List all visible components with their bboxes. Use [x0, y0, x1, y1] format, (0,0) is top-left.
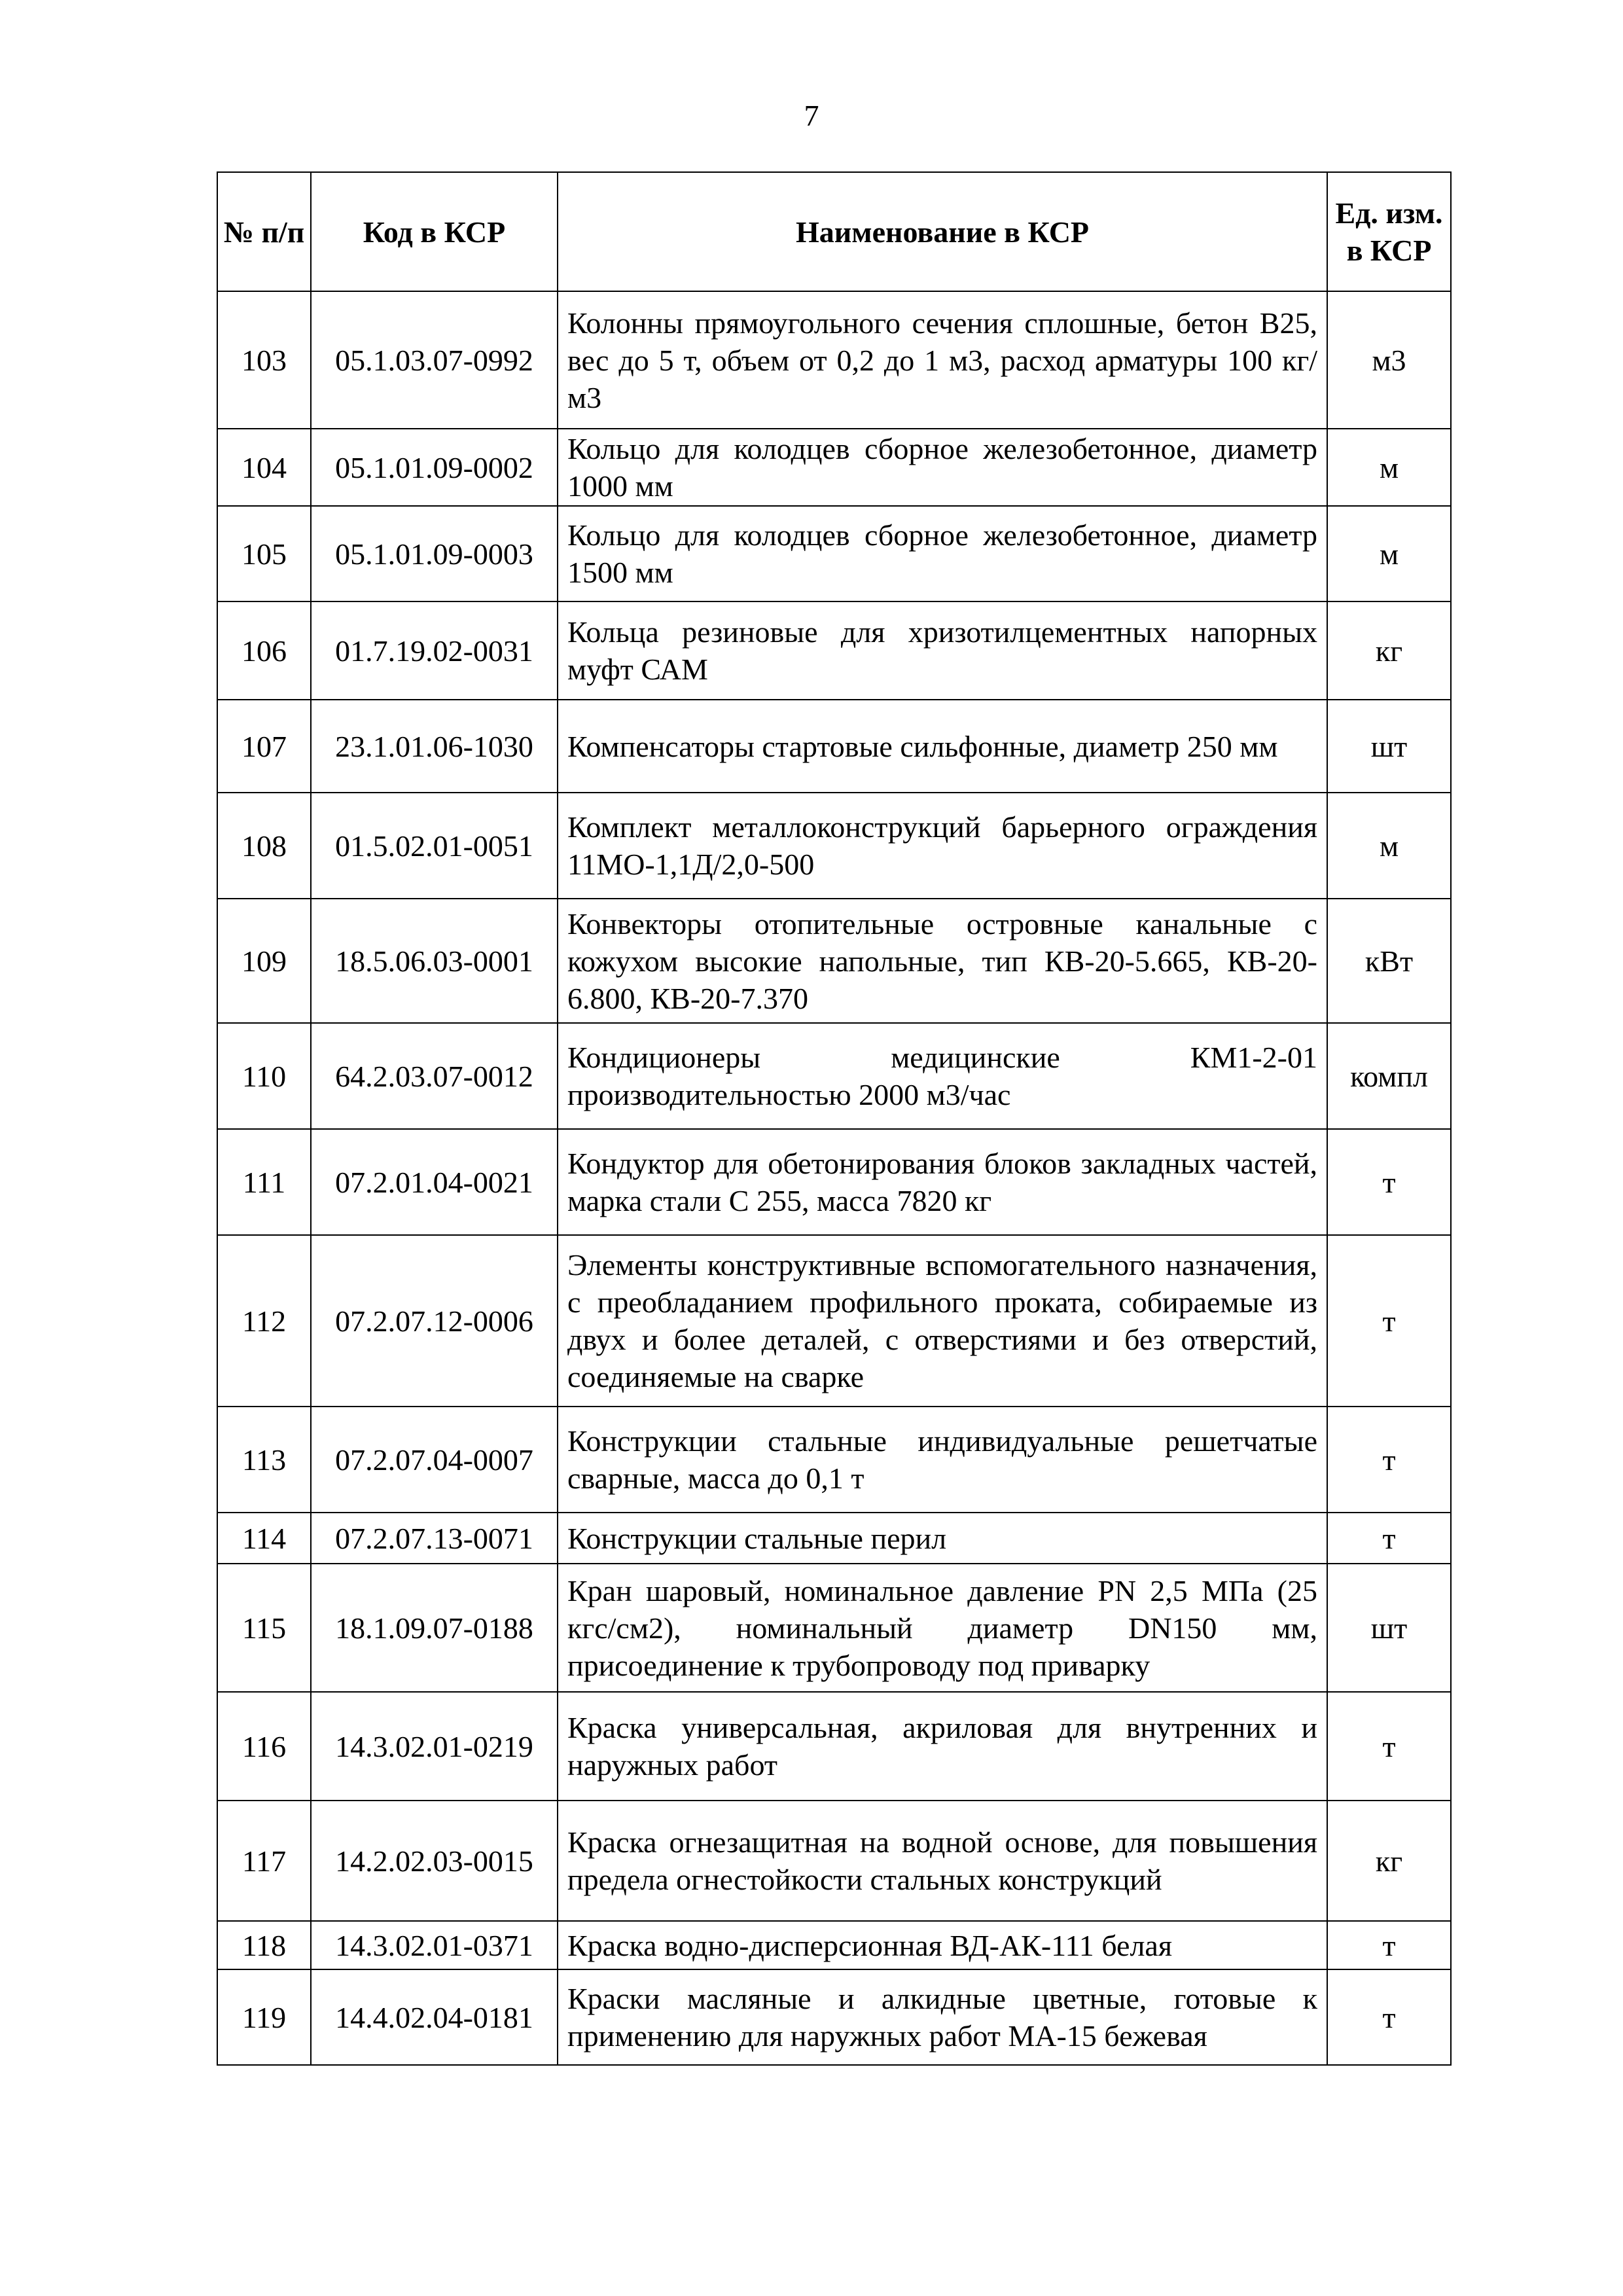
row-name: Кран шаровый, номинальное давление PN 2,5 МПа (25 кгс/см2), номинальный диаметр DN150 мм, присоединение к трубопроводу под приварку [558, 1564, 1327, 1692]
row-unit: кг [1327, 1801, 1451, 1921]
table-row [217, 1921, 1451, 1969]
table-row [217, 1129, 1451, 1235]
table-row [217, 1801, 1451, 1921]
row-name: Элементы конструктивные вспомогательного назначения, с преобладанием профильного проката, собираемые из двух и более деталей, с отверстиями и без отверстий, соединяемые на сварке [558, 1235, 1327, 1407]
row-code: 14.4.02.04-0181 [311, 1969, 558, 2065]
row-num: 107 [217, 700, 311, 793]
row-unit: кВт [1327, 899, 1451, 1023]
row-code: 23.1.01.06-1030 [311, 700, 558, 793]
table-row [217, 793, 1451, 899]
row-num: 108 [217, 793, 311, 899]
row-num: 114 [217, 1513, 311, 1564]
row-name: Краска огнезащитная на водной основе, для повышения предела огнестойкости стальных конструкций [558, 1801, 1327, 1921]
row-name: Кольца резиновые для хризотилцементных напорных муфт САМ [558, 601, 1327, 700]
table-row [217, 601, 1451, 700]
table-row [217, 506, 1451, 601]
table-row [217, 1969, 1451, 2065]
page-number: 7 [804, 99, 819, 132]
row-unit: м [1327, 793, 1451, 899]
table-row [217, 1564, 1451, 1692]
row-code: 07.2.07.04-0007 [311, 1407, 558, 1513]
row-num: 109 [217, 899, 311, 1023]
table-body [217, 291, 1451, 2065]
row-unit: м [1327, 429, 1451, 506]
table-row [217, 1235, 1451, 1407]
row-code: 07.2.01.04-0021 [311, 1129, 558, 1235]
row-name: Кольцо для колодцев сборное железобетонное, диаметр 1500 мм [558, 506, 1327, 601]
row-num: 119 [217, 1969, 311, 2065]
table-row [217, 429, 1451, 506]
row-num: 103 [217, 291, 311, 429]
row-code: 01.7.19.02-0031 [311, 601, 558, 700]
table-row [217, 700, 1451, 793]
row-name: Компенсаторы стартовые сильфонные, диаметр 250 мм [558, 700, 1327, 793]
row-unit: т [1327, 1513, 1451, 1564]
row-unit: т [1327, 1407, 1451, 1513]
row-code: 18.1.09.07-0188 [311, 1564, 558, 1692]
row-code: 14.3.02.01-0219 [311, 1692, 558, 1801]
row-num: 113 [217, 1407, 311, 1513]
row-name: Кольцо для колодцев сборное железобетонное, диаметр 1000 мм [558, 429, 1327, 506]
table-row [217, 1513, 1451, 1564]
row-name: Колонны прямоугольного сечения сплошные, бетон В25, вес до 5 т, объем от 0,2 до 1 м3, расход арматуры 100 кг/м3 [558, 291, 1327, 429]
table-row [217, 1692, 1451, 1801]
header-num: № п/п [217, 172, 311, 291]
row-unit: т [1327, 1235, 1451, 1407]
row-name: Комплект металлоконструкций барьерного ограждения 11МО-1,1Д/2,0-500 [558, 793, 1327, 899]
row-num: 106 [217, 601, 311, 700]
row-name: Краска водно-дисперсионная ВД-АК-111 белая [558, 1921, 1327, 1969]
row-name: Краска универсальная, акриловая для внутренних и наружных работ [558, 1692, 1327, 1801]
ksr-table [217, 171, 1452, 2066]
table-row [217, 899, 1451, 1023]
row-code: 07.2.07.12-0006 [311, 1235, 558, 1407]
row-unit: кг [1327, 601, 1451, 700]
row-unit: т [1327, 1692, 1451, 1801]
row-code: 07.2.07.13-0071 [311, 1513, 558, 1564]
row-unit: м [1327, 506, 1451, 601]
row-num: 118 [217, 1921, 311, 1969]
row-code: 05.1.01.09-0002 [311, 429, 558, 506]
row-name: Кондиционеры медицинские КМ1-2-01 производительностью 2000 м3/час [558, 1023, 1327, 1129]
row-num: 115 [217, 1564, 311, 1692]
row-name: Конструкции стальные индивидуальные решетчатые сварные, масса до 0,1 т [558, 1407, 1327, 1513]
table-row [217, 1407, 1451, 1513]
row-name: Кондуктор для обетонирования блоков закладных частей, марка стали С 255, масса 7820 кг [558, 1129, 1327, 1235]
table-header-row [217, 172, 1451, 291]
row-code: 14.3.02.01-0371 [311, 1921, 558, 1969]
row-name: Конвекторы отопительные островные канальные с кожухом высокие напольные, тип КВ-20-5.665, КВ-20-6.800, КВ-20-7.370 [558, 899, 1327, 1023]
header-name: Наименование в КСР [558, 172, 1327, 291]
row-code: 64.2.03.07-0012 [311, 1023, 558, 1129]
row-code: 05.1.01.09-0003 [311, 506, 558, 601]
row-name: Краски масляные и алкидные цветные, готовые к применению для наружных работ МА-15 бежевая [558, 1969, 1327, 2065]
row-code: 18.5.06.03-0001 [311, 899, 558, 1023]
row-unit: т [1327, 1921, 1451, 1969]
table-row [217, 291, 1451, 429]
row-unit: т [1327, 1129, 1451, 1235]
row-num: 117 [217, 1801, 311, 1921]
row-name: Конструкции стальные перил [558, 1513, 1327, 1564]
row-num: 104 [217, 429, 311, 506]
row-num: 111 [217, 1129, 311, 1235]
header-unit: Ед. изм. в КСР [1327, 172, 1451, 291]
row-unit: м3 [1327, 291, 1451, 429]
row-unit: т [1327, 1969, 1451, 2065]
row-unit: компл [1327, 1023, 1451, 1129]
header-code: Код в КСР [311, 172, 558, 291]
row-unit: шт [1327, 700, 1451, 793]
row-unit: шт [1327, 1564, 1451, 1692]
row-code: 05.1.03.07-0992 [311, 291, 558, 429]
row-num: 112 [217, 1235, 311, 1407]
row-num: 116 [217, 1692, 311, 1801]
row-code: 14.2.02.03-0015 [311, 1801, 558, 1921]
row-num: 105 [217, 506, 311, 601]
table-row [217, 1023, 1451, 1129]
row-code: 01.5.02.01-0051 [311, 793, 558, 899]
row-num: 110 [217, 1023, 311, 1129]
